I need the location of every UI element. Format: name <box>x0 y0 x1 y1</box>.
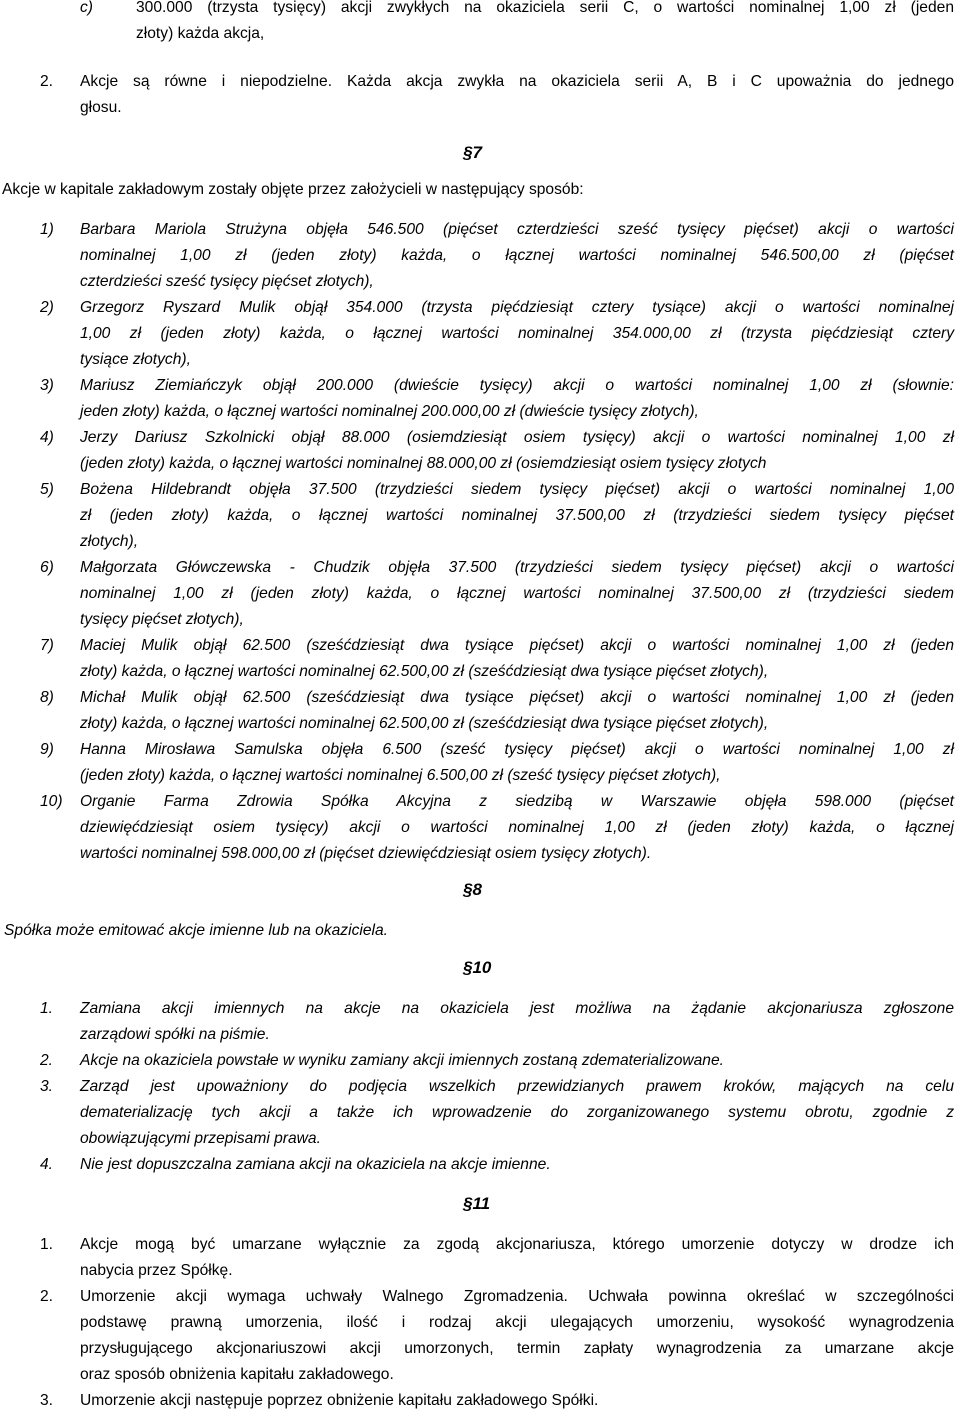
list-text: Mariusz Ziemiańczyk objął 200.000 (dwieście tysięcy) akcji o wartości nominalnej 1,00 zł (słownie: <box>80 377 954 394</box>
list-text: (jeden złoty) każda, o łącznej wartości nominalnej 88.000,00 zł (osiemdziesiąt osiem tysięcy złotych <box>80 455 767 472</box>
list-text: Zarząd jest upoważniony do podjęcia wszelkich przewidzianych prawem kroków, mających na celu <box>80 1078 954 1095</box>
list-text: dematerializację tych akcji a także ich wprowadzenie do zorganizowanego systemu obrotu, zgodnie z <box>80 1104 954 1121</box>
list-text: Grzegorz Ryszard Mulik objął 354.000 (trzysta pięćdziesiąt cztery tysiące) akcji o wartości nominalnej <box>80 299 954 316</box>
section-heading-11: §11 <box>463 1194 491 1213</box>
list-marker: 1. <box>40 1000 54 1017</box>
list-marker: 2. <box>40 73 54 90</box>
list-text: czterdzieści sześć tysięcy pięćset złotych), <box>80 273 374 290</box>
list-text: złotych), <box>80 533 139 550</box>
list-text: Nie jest dopuszczalna zamiana akcji na okaziciela na akcje imienne. <box>80 1156 551 1173</box>
list-text: nominalnej 1,00 zł (jeden złoty) każda, o łącznej wartości nominalnej 37.500,00 zł (trzydzieści siedem <box>80 585 954 602</box>
list-marker: 3) <box>40 377 54 394</box>
list-text: Akcje na okaziciela powstałe w wyniku zamiany akcji imiennych zostaną zdematerializowane. <box>80 1052 724 1069</box>
list-marker: 5) <box>40 481 54 498</box>
list-marker: 7) <box>40 637 54 654</box>
list-marker: 2. <box>40 1052 54 1069</box>
list-text: Akcje są równe i niepodzielne. Każda akcja zwykła na okaziciela serii A, B i C upoważnia do jednego <box>80 73 954 90</box>
list-text: Maciej Mulik objął 62.500 (sześćdziesiąt dwa tysiące pięćset) akcji o wartości nominalnej 1,00 zł (jeden <box>80 637 954 654</box>
list-text: złoty) każda, o łącznej wartości nominalnej 62.500,00 zł (sześćdziesiąt dwa tysiące pięćset złotych), <box>80 715 769 732</box>
list-text: oraz sposób obniżenia kapitału zakładowego. <box>80 1366 394 1383</box>
list-marker: 3. <box>40 1078 54 1095</box>
list-text: (jeden złoty) każda, o łącznej wartości nominalnej 6.500,00 zł (sześć tysięcy pięćset złotych), <box>80 767 721 784</box>
list-text: Organie Farma Zdrowia Spółka Akcyjna z siedzibą w Warszawie objęła 598.000 (pięćset <box>80 793 954 810</box>
list-text: Bożena Hildebrandt objęła 37.500 (trzydzieści siedem tysięcy pięćset) akcji o wartości nominalnej 1,00 <box>80 481 954 498</box>
list-text: wartości nominalnej 598.000,00 zł (pięćset dziewięćdziesiąt osiem tysięcy złotych). <box>80 845 652 862</box>
list-marker: 3. <box>40 1392 54 1409</box>
list-text: 1,00 zł (jeden złoty) każda, o łącznej wartości nominalnej 354.000,00 zł (trzysta pięćdziesiąt cztery <box>80 325 954 342</box>
list-text: Barbara Mariola Strużyna objęła 546.500 (pięćset czterdzieści sześć tysięcy pięćset) akcji o wartości <box>80 221 954 238</box>
list-text: tysiące złotych), <box>80 351 191 368</box>
list-text: Umorzenie akcji wymaga uchwały Walnego Zgromadzenia. Uchwała powinna określać w szczególności <box>80 1288 954 1305</box>
list-text: dziewięćdziesiąt osiem tysięcy) akcji o wartości nominalnej 1,00 zł (jeden złoty) każda, o łącznej <box>80 819 954 836</box>
list-text: Jerzy Dariusz Szkolnicki objął 88.000 (osiemdziesiąt osiem tysięcy) akcji o wartości nominalnej 1,00 zł <box>80 429 954 446</box>
section-heading-8: §8 <box>463 880 482 899</box>
list-text: Akcje mogą być umarzane wyłącznie za zgodą akcjonariusza, którego umorzenie dotyczy w drodze ich <box>80 1236 954 1253</box>
list-text: 300.000 (trzysta tysięcy) akcji zwykłych na okaziciela serii C, o wartości nominalnej 1,00 zł (jeden <box>136 0 954 16</box>
list-text: Michał Mulik objął 62.500 (sześćdziesiąt dwa tysiące pięćset) akcji o wartości nominalnej 1,00 zł (jeden <box>80 689 954 706</box>
section-heading-10: §10 <box>463 958 492 977</box>
list-marker: 4) <box>40 429 54 446</box>
section-text: Spółka może emitować akcje imienne lub na okaziciela. <box>4 922 388 939</box>
list-marker: 4. <box>40 1156 54 1173</box>
section-lead: Akcje w kapitale zakładowym zostały objęte przez założycieli w następujący sposób: <box>2 181 584 198</box>
list-marker: 1. <box>40 1236 54 1253</box>
list-text: tysięcy pięćset złotych), <box>80 611 244 628</box>
list-text: jeden złoty) każda, o łącznej wartości nominalnej 200.000,00 zł (dwieście tysięcy złotych), <box>80 403 699 420</box>
list-marker: 2) <box>40 299 54 316</box>
list-text: złoty) każda, o łącznej wartości nominalnej 62.500,00 zł (sześćdziesiąt dwa tysiące pięćset złotych), <box>80 663 769 680</box>
section-heading-7: §7 <box>463 143 482 162</box>
list-marker: 2. <box>40 1288 54 1305</box>
list-text: Zamiana akcji imiennych na akcje na okaziciela jest możliwa na żądanie akcjonariusza zgłoszone <box>80 1000 954 1017</box>
list-text: Małgorzata Główczewska - Chudzik objęła 37.500 (trzydzieści siedem tysięcy pięćset) akcji o wartości <box>80 559 954 576</box>
list-marker: 9) <box>40 741 54 758</box>
list-text: przysługującego akcjonariuszowi akcji umorzonych, termin zapłaty wynagrodzenia za umarzane akcje <box>80 1340 954 1357</box>
list-text: głosu. <box>80 99 122 116</box>
list-text: obowiązującymi przepisami prawa. <box>80 1130 321 1147</box>
list-marker: 8) <box>40 689 54 706</box>
list-marker: 6) <box>40 559 54 576</box>
list-text: Umorzenie akcji następuje poprzez obniżenie kapitału zakładowego Spółki. <box>80 1392 599 1409</box>
list-marker: 1) <box>40 221 54 238</box>
list-text: złoty) każda akcja, <box>136 25 265 42</box>
list-text: zł (jeden złoty) każda, o łącznej wartości nominalnej 37.500,00 zł (trzydzieści siedem tysięcy pięćset <box>80 507 954 524</box>
list-text: nominalnej 1,00 zł (jeden złoty) każda, o łącznej wartości nominalnej 546.500,00 zł (pięćset <box>80 247 954 264</box>
list-marker: 10) <box>40 793 63 810</box>
list-marker: c) <box>80 0 93 16</box>
list-text: podstawę prawną umorzenia, ilość i rodzaj akcji ulegających umorzeniu, wysokość wynagrodzenia <box>80 1314 954 1331</box>
list-text: zarządowi spółki na piśmie. <box>80 1026 270 1043</box>
list-text: nabycia przez Spółkę. <box>80 1262 233 1279</box>
list-text: Hanna Mirosława Samulska objęła 6.500 (sześć tysięcy pięćset) akcji o wartości nominalnej 1,00 zł <box>80 741 954 758</box>
